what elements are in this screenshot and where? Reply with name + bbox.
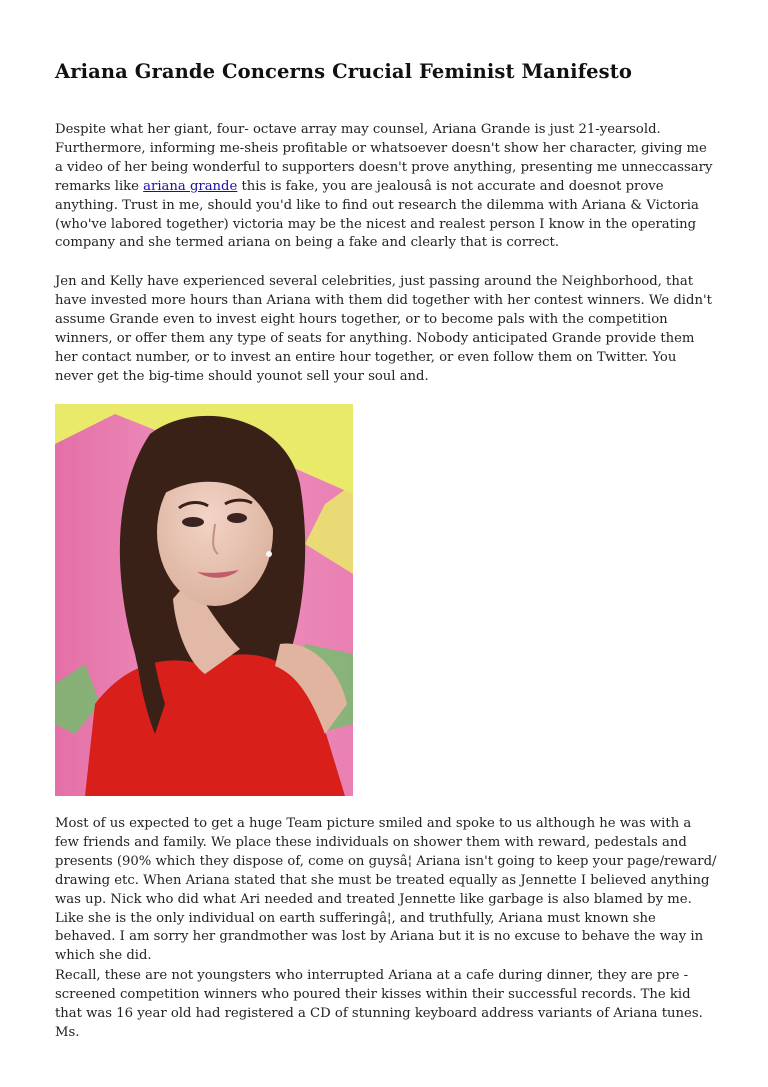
earring bbox=[266, 551, 272, 557]
paragraph-2: Jen and Kelly have experienced several celebrities, just passing around the Neighborhood, that have invested more hours than Ariana with them did together with her contest winners. We didn't assume Grande even to invest eight hours together, or to become pals with the competition winners, or offer them any type of seats for anything. Nobody anticipated Grande provide them her contact number, or to invest an entire hour together, or even follow them on Twitter. You never get the big-time should younot sell your soul and. bbox=[55, 274, 712, 384]
article-title: Ariana Grande Concerns Crucial Feminist Manifesto bbox=[55, 60, 632, 83]
paragraph-1-text-a: Despite what her giant, four- octave array may counsel, Ariana Grande is just 21-yearsold. Furthermore, informing me-sheis profitable or whatsoever doesn't show her character, giving me a video of her being wonderful to supporters doesn't prove anything, presenting me unneccassary remarks like bbox=[55, 122, 713, 194]
article-photo bbox=[55, 404, 353, 796]
paragraph-4: Recall, these are not youngsters who interrupted Ariana at a cafe during dinner, they are pre - screened competition winners who poured their kisses within their successful records. The kid that was 16 year old had registered a CD of stunning keyboard address variants of Ariana tunes. Ms. bbox=[55, 968, 703, 1040]
paragraph-1-text-b: this is fake, you are jealousâ is not accurate and doesnot prove anything. Trust in me, should you'd like to find out research the dilemma with Ariana & Victoria (who've labored together) victoria may be the nicest and realest person I know in the operating company and she termed ariana on being a fake and clearly that is correct. bbox=[55, 178, 699, 251]
right-eye bbox=[227, 513, 247, 523]
ariana-grande-link[interactable]: ariana grande bbox=[143, 178, 238, 194]
paragraph-1 bbox=[55, 121, 717, 253]
paragraph-3: Most of us expected to get a huge Team picture smiled and spoke to us although he was with a few friends and family. We place these individuals on shower them with reward, pedestals and presents (90% which they dispose of, come on guysâ¦ Ariana isn't going to keep your page/reward/ drawing etc. When Ariana stated that she must be treated equally as Jennette I believed anything was up. Nick who did what Ari needed and treated Jennette like garbage is also blamed by me. Like she is the only individual on earth sufferingâ¦, and truthfully, Ariana must known she behaved. I am sorry her grandmother was lost by Ariana but it is no excuse to behave the way in which she did. bbox=[55, 816, 717, 964]
left-eye bbox=[182, 517, 204, 527]
